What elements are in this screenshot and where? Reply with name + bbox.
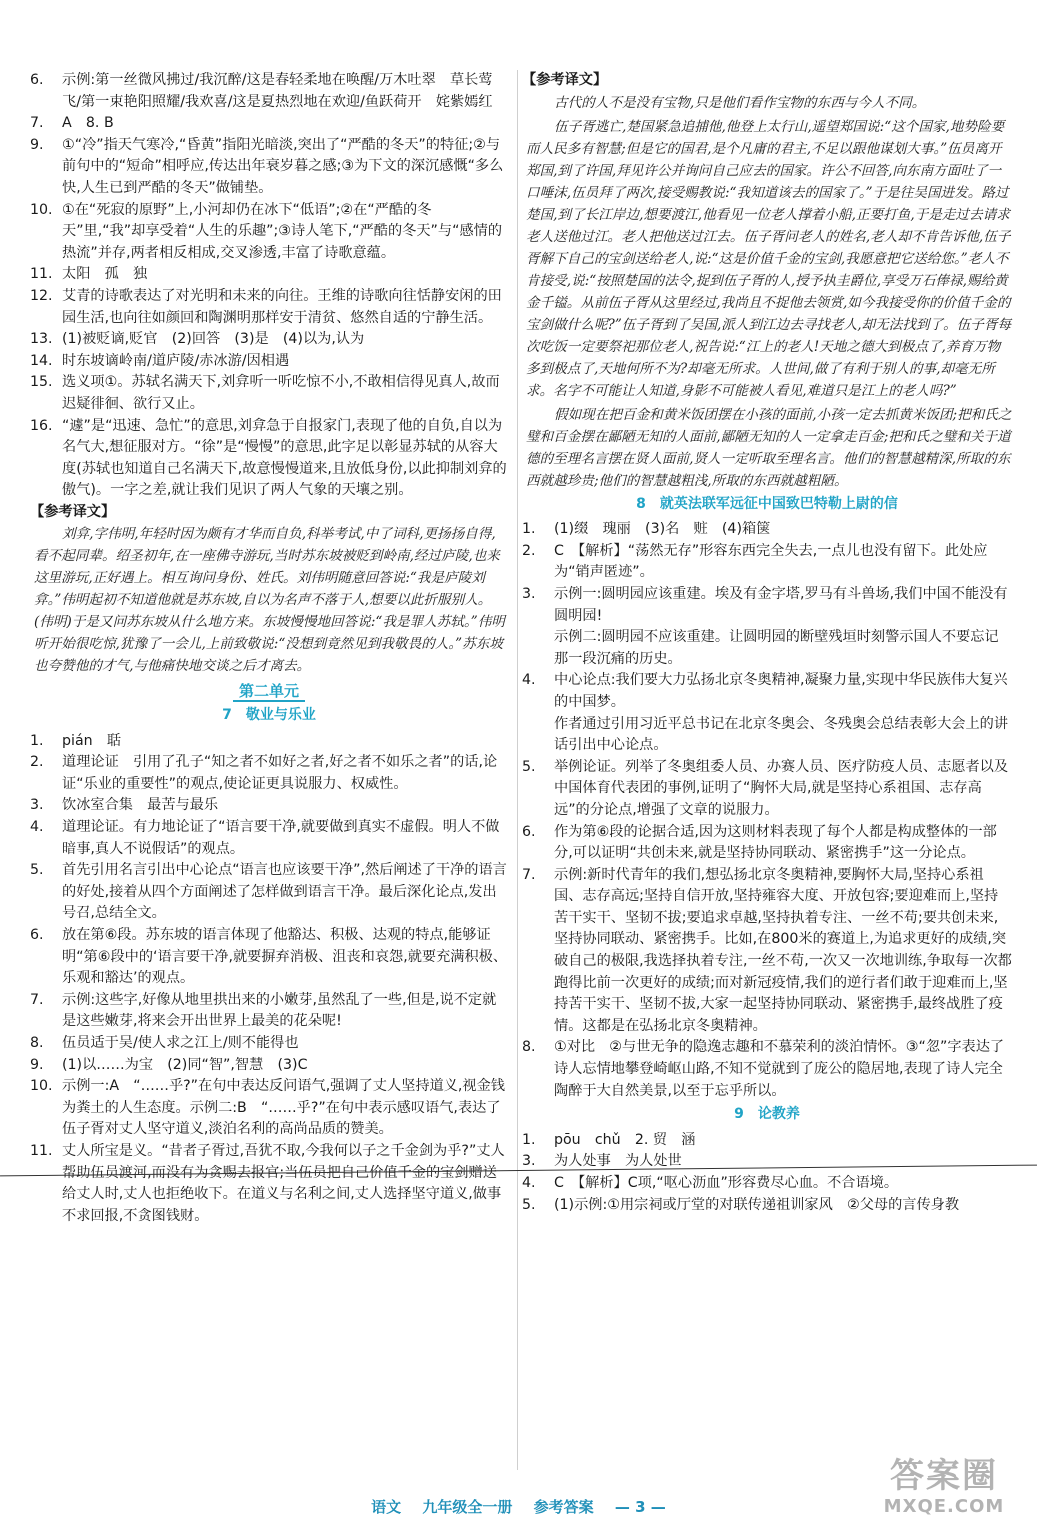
answer-number: 12. <box>30 287 53 304</box>
watermark-top: 答案圈 <box>890 1456 998 1496</box>
answer-number: 2. <box>522 542 536 559</box>
answer-item <box>30 990 508 1033</box>
answer-item <box>30 372 508 415</box>
footer-label: 参考答案 <box>533 1498 594 1516</box>
answer-text: C 【解析】“荡然无存”形容东西完全失去,一点儿也没有留下。此处应为“销声匿迹”。 <box>554 542 988 581</box>
answer-text: 太阳 孤 独 <box>62 266 148 283</box>
watermark-logo <box>869 1456 1019 1526</box>
answer-number: 15. <box>30 374 53 391</box>
unit-title: 第二单元 <box>30 681 508 703</box>
answer-text: 示例:第一丝微风拂过/我沉醉/这是春轻柔地在唤醒/万木吐翠 草长莺飞/第一束艳阳照耀/我欢喜/这是夏热烈地在欢迎/鱼跃荷开 姹紫嫣红 <box>62 72 493 110</box>
answer-number: 8. <box>522 1039 536 1056</box>
answer-number: 7. <box>30 991 44 1008</box>
answer-number: 6. <box>522 823 536 840</box>
answer-item <box>30 1141 508 1227</box>
answer-item <box>30 731 508 753</box>
answer-item <box>522 1195 1012 1217</box>
answer-text: 示例一:A “……乎?”在句中表达反问语气,强调了丈人坚持道义,视金钱为粪土的人生态度。示例二:B “……乎?”在句中表示感叹语气,表达了伍子胥对丈人坚守道义,淡泊名利的高尚品质的赞美。 <box>62 1078 505 1138</box>
answer-item <box>522 757 1012 822</box>
answer-text: pián 聒 <box>62 732 122 749</box>
answer-item <box>522 670 1012 756</box>
answer-item <box>522 865 1012 1038</box>
answer-number: 9. <box>30 1056 44 1073</box>
answer-number: 14. <box>30 352 53 369</box>
answer-item <box>30 329 508 351</box>
answer-text: 示例:新时代青年的我们,想弘扬北京冬奥精神,要胸怀大局,坚持心系祖国、志存高远;坚持自信开放,坚持雍容大度、开放包容;要迎难而上,坚持苦干实干、坚韧不拔;要追求卓越,坚持执着专注、一丝不苟;要共创未来,坚持协同联动、紧密携手。比如,在800米的赛道上,为追求更好的成绩,突破自己的极限,我选择执着专注,一丝不苟,一次又一次地训练,争取每一次都跑得比前一次更好的成绩;而对新冠疫情,我们的逆行者们敢于迎难而上,坚持苦干实干、坚韧不拔,大家一起坚持协同联动、紧密携手,最终战胜了疫情。这都是在弘扬北京冬奥精神。 <box>554 866 1012 1034</box>
answer-list-lesson7 <box>30 731 508 1228</box>
answer-text: 为人处事 为人处世 <box>554 1153 682 1170</box>
translation-text: 刘弇,字伟明,年轻时因为颇有才华而自负,科举考试,中了词科,更扬扬自得,看不起同辈。绍圣初年,在一座佛寺游玩,当时苏东坡被贬到岭南,经过庐陵,也来这里游玩,正好遇上。相互询问身份、姓氏。刘伟明随意回答说:“我是庐陵刘弇。”伟明起初不知道他就是苏东坡,自以为名声不落于人,想要以此折服别人。(伟明)于是又问苏东坡从什么地方来。东坡慢慢地回答说:“我是罪人苏轼。”伟明听开始很吃惊,犹豫了一会儿,上前致敬说:“没想到竟然见到我敬畏的人。”苏东坡也夸赞他的才气,与他痛快地交谈之后才离去。 <box>34 526 505 675</box>
answer-list-lesson9 <box>522 1130 1012 1216</box>
answer-number: 3. <box>522 585 536 602</box>
answer-item <box>30 351 508 373</box>
answer-text: 放在第⑥段。苏东坡的语言体现了他豁达、积极、达观的特点,能够证明“第⑥段中的‘语言要干净,就要摒弃消极、沮丧和哀怨,就要充满积极、乐观和豁达’的观点。 <box>62 927 508 987</box>
answer-item <box>522 822 1012 865</box>
answer-number: 2. <box>30 754 44 771</box>
footer-subject: 语文 <box>371 1498 402 1516</box>
answer-text: C 【解析】C项,“呕心沥血”形容费尽心血。不合语境。 <box>554 1175 899 1191</box>
answer-text: 艾青的诗歌表达了对光明和未来的向往。王维的诗歌向往恬静安闲的田园生活,也向往如颜回和陶渊明那样安于清贫、悠然自适的宁静生活。 <box>62 287 502 326</box>
translation-paragraph: 伍子胥逃亡,楚国紧急追捕他,他登上太行山,遥望郑国说:“这个国家,地势险要而人民多有智慧;但是它的国君,是个凡庸的君主,不足以跟他谋划大事。”伍员离开郑国,到了许国,拜见许公并询问自己应去的国家。许公不回答,向东南方面吐了一口唾沫,伍员拜了两次,接受赐教说:“我知道该去的国家了。”于是往吴国进发。路过楚国,到了长江岸边,想要渡江,他看见一位老人撑着小船,正要打鱼,于是走过去请求老人送他过江。老人把他送过江去。伍子胥问老人的姓名,老人却不肯告诉他,伍子胥解下自己的宝剑送给老人,说:“这是价值千金的宝剑,我愿意把它送给您。”老人不肯接受,说:“按照楚国的法令,捉到伍子胥的人,授予执圭爵位,享受万石俸禄,赐给黄金千镒。从前伍子胥从这里经过,我尚且不捉他去领赏,如今我接受你的价值千金的宝剑做什么呢?”伍子胥到了吴国,派人到江边去寻找老人,却无法找到了。伍子胥每次吃饭一定要祭祀那位老人,祝告说:“江上的老人!天地之德大到极点了,养育万物多到极点了,天地何所不为?却毫无所求。人世间,做了有利于别人的事,却毫无所求。名字不可能让人知道,身影不可能被人看见,难道只是江上的老人吗?” <box>526 118 1012 399</box>
answer-list-lesson6 <box>30 70 508 502</box>
answer-item <box>30 860 508 925</box>
answer-item <box>30 1076 508 1141</box>
answer-text: pōu chǔ 2. 贸 涵 <box>554 1131 696 1148</box>
answer-number: 4. <box>522 672 536 689</box>
answer-text: 伍员适于吴/使人求之江上/则不能得也 <box>62 1034 299 1051</box>
answer-text: (1)缀 瑰丽 (3)名 赃 (4)箱箧 <box>554 521 771 538</box>
answer-item <box>30 817 508 860</box>
answer-text: 首先引用名言引出中心论点“语言也应该要干净”,然后阐述了干净的语言的好处,接着从四个方面阐述了怎样做到语言干净。最后深化论点,发出号召,总结全文。 <box>62 862 507 922</box>
translation-heading: 【参考译文】 <box>522 72 608 88</box>
answer-text: ①“冷”指天气寒冷,“昏黄”指阳光暗淡,突出了“严酷的冬天”的特征;②与前句中的“短命”相呼应,传达出年衰岁暮之感;③为下文的深沉感慨“多么快,人生已到严酷的冬天”做铺垫。 <box>62 136 504 196</box>
answer-text: 中心论点:我们要大力弘扬北京冬奥精神,凝聚力量,实现中华民族伟大复兴的中国梦。 作者通过引用习近平总书记在北京冬奥会、冬残奥会总结表彰大会上的讲话引出中心论点。 <box>554 672 1009 754</box>
answer-number: 5. <box>30 862 44 879</box>
answer-number: 7. <box>30 115 44 132</box>
answer-item <box>30 286 508 329</box>
answer-number: 1. <box>522 1131 536 1148</box>
answer-number: 3. <box>30 797 44 814</box>
answer-item <box>30 795 508 817</box>
answer-item <box>30 113 508 135</box>
answer-number: 4. <box>522 1175 536 1191</box>
left-column <box>30 70 508 1227</box>
answer-list-lesson8 <box>522 519 1012 1102</box>
answer-item <box>30 416 508 502</box>
answer-number: 1. <box>30 732 44 749</box>
right-column <box>522 70 1012 1216</box>
answer-number: 10. <box>30 201 53 218</box>
answer-number: 7. <box>522 866 536 883</box>
answer-text: ①对比 ②与世无争的隐逸志趣和不慕荣利的淡泊情怀。③“忽”字表达了诗人忘情地攀登崎岖山路,不知不觉就到了庞公的隐居地,表现了诗人完全陶醉于大自然美景,以至于忘乎所以。 <box>554 1039 1005 1099</box>
answer-text: 示例:这些字,好像从地里拱出来的小嫩芽,虽然乱了一些,但是,说不定就是这些嫩芽,将来会开出世界上最美的花朵呢! <box>62 991 497 1030</box>
answer-item <box>30 135 508 200</box>
answer-number: 6. <box>30 72 44 88</box>
answer-text: ①在“死寂的原野”上,小河却仍在冰下“低语”;②在“严酷的冬天”里,“我”却享受着“人生的乐趣”;③诗人笔下,“严酷的冬天”与“感情的热流”并存,两者相反相成,交叉渗透,丰富了诗歌意蕴。 <box>62 201 503 261</box>
answer-text: 示例一:圆明园应该重建。埃及有金字塔,罗马有斗兽场,我们中国不能没有圆明园! 示例二:圆明园不应该重建。让圆明园的断壁残垣时刻警示国人不要忘记那一段沉痛的历史。 <box>554 585 1008 667</box>
lesson-title-8: 8 就英法联军远征中国致巴特勒上尉的信 <box>636 495 898 512</box>
answer-number: 11. <box>30 1142 53 1159</box>
answer-text: (1)以……为宝 (2)同“智”,智慧 (3)C <box>62 1056 308 1073</box>
translation-text <box>522 92 1012 492</box>
answer-text: 时东坡谪岭南/道庐陵/赤冰游/因相遇 <box>62 352 290 369</box>
answer-number: 3. <box>522 1153 536 1170</box>
answer-number: 6. <box>30 927 44 943</box>
answer-number: 1. <box>522 521 536 538</box>
translation-paragraph: 假如现在把百金和黄米饭团摆在小孩的面前,小孩一定去抓黄米饭团;把和氏之璧和百金摆在鄙陋无知的人面前,鄙陋无知的人一定拿走百金;把和氏之璧和关于道德的至理名言摆在贤人面前,贤人一定听取至理名言。他们的智慧越精深,所取的东西就越珍贵;他们的智慧越粗浅,所取的东西就越粗陋。 <box>526 406 1012 489</box>
column-divider <box>517 70 518 1470</box>
answer-number: 10. <box>30 1078 53 1095</box>
answer-text: 作为第⑥段的论据合适,因为这则材料表现了每个人都是构成整体的一部分,可以证明“共创未来,就是坚持协同联动、紧密携手”这一分论点。 <box>554 823 997 862</box>
answer-text: A 8. B <box>62 115 114 132</box>
lesson-title-7: 7 敬业与乐业 <box>222 707 316 724</box>
answer-item <box>522 1037 1012 1102</box>
answer-text: “遽”是“迅速、急忙”的意思,刘弇急于自报家门,表现了他的自负,自以为名气大,想征服对方。“徐”是“慢慢”的意思,此字足以彰显苏轼的从容大度(苏轼也知道自己名满天下,故意慢慢道来,且放低身份,以此抑制刘弇的傲气)。一字之差,就让我们见识了两人气象的天壤之别。 <box>62 417 507 499</box>
answer-item <box>30 70 508 113</box>
lesson-title-9: 9 论教养 <box>734 1106 800 1123</box>
answer-text: (1)示例:①用宗祠或厅堂的对联传递祖训家风 ②父母的言传身教 <box>554 1196 960 1213</box>
answer-item <box>30 1055 508 1077</box>
watermark-bottom: MXQE.COM <box>883 1496 1005 1517</box>
answer-text: 道理论证 引用了孔子“知之者不如好之者,好之者不如乐之者”的话,论证“乐业的重要性”的观点,使论证更具说服力、权威性。 <box>62 754 498 792</box>
answer-item <box>522 584 1012 670</box>
answer-item <box>522 1130 1012 1152</box>
answer-item <box>30 1033 508 1055</box>
answer-number: 4. <box>30 819 44 836</box>
answer-number: 9. <box>30 136 44 153</box>
answer-number: 13. <box>30 331 53 348</box>
answer-item <box>522 541 1012 584</box>
answer-text: 饮冰室合集 最苦与最乐 <box>62 797 219 814</box>
answer-item <box>522 519 1012 541</box>
answer-item <box>30 925 508 990</box>
answer-item <box>30 264 508 286</box>
answer-text: (1)被贬谪,贬官 (2)回答 (3)是 (4)以为,认为 <box>62 331 365 348</box>
answer-number: 8. <box>30 1034 44 1051</box>
answer-number: 5. <box>522 758 536 775</box>
answer-item <box>30 752 508 795</box>
footer-grade: 九年级全一册 <box>422 1498 513 1516</box>
translation-heading: 【参考译文】 <box>30 503 116 520</box>
answer-text: 丈人所宝是义。“昔者子胥过,吾犹不取,今我何以子之千金剑为乎?”丈人帮助伍员渡河,而没有为贪赐去报官;当伍员把自己价值千金的宝剑赠送给丈人时,丈人也拒绝收下。在道义与名利之间,丈人选择坚守道义,做事不求回报,不贪图钱财。 <box>62 1142 505 1224</box>
translation-paragraph: 古代的人不是没有宝物,只是他们看作宝物的东西与今人不同。 <box>554 94 926 111</box>
answer-item <box>30 200 508 265</box>
answer-number: 16. <box>30 417 53 434</box>
answer-text: 举例论证。列举了冬奥组委人员、办赛人员、医疗防疫人员、志愿者以及中国体育代表团的事例,证明了“胸怀大局,就是坚持心系祖国、志存高远”的分论点,增强了文章的说服力。 <box>554 758 1009 818</box>
answer-text: 道理论证。有力地论证了“语言要干净,就要做到真实不虚假。明人不做暗事,真人不说假话”的观点。 <box>62 819 500 857</box>
answer-number: 5. <box>522 1196 536 1213</box>
answer-text: 选义项①。苏轼名满天下,刘弇听一听吃惊不小,不敢相信得见真人,故而迟疑徘徊、欲行又止。 <box>62 374 500 412</box>
footer-page-number: — 3 — <box>614 1498 666 1516</box>
answer-number: 11. <box>30 266 53 283</box>
answer-item <box>522 1173 1012 1195</box>
